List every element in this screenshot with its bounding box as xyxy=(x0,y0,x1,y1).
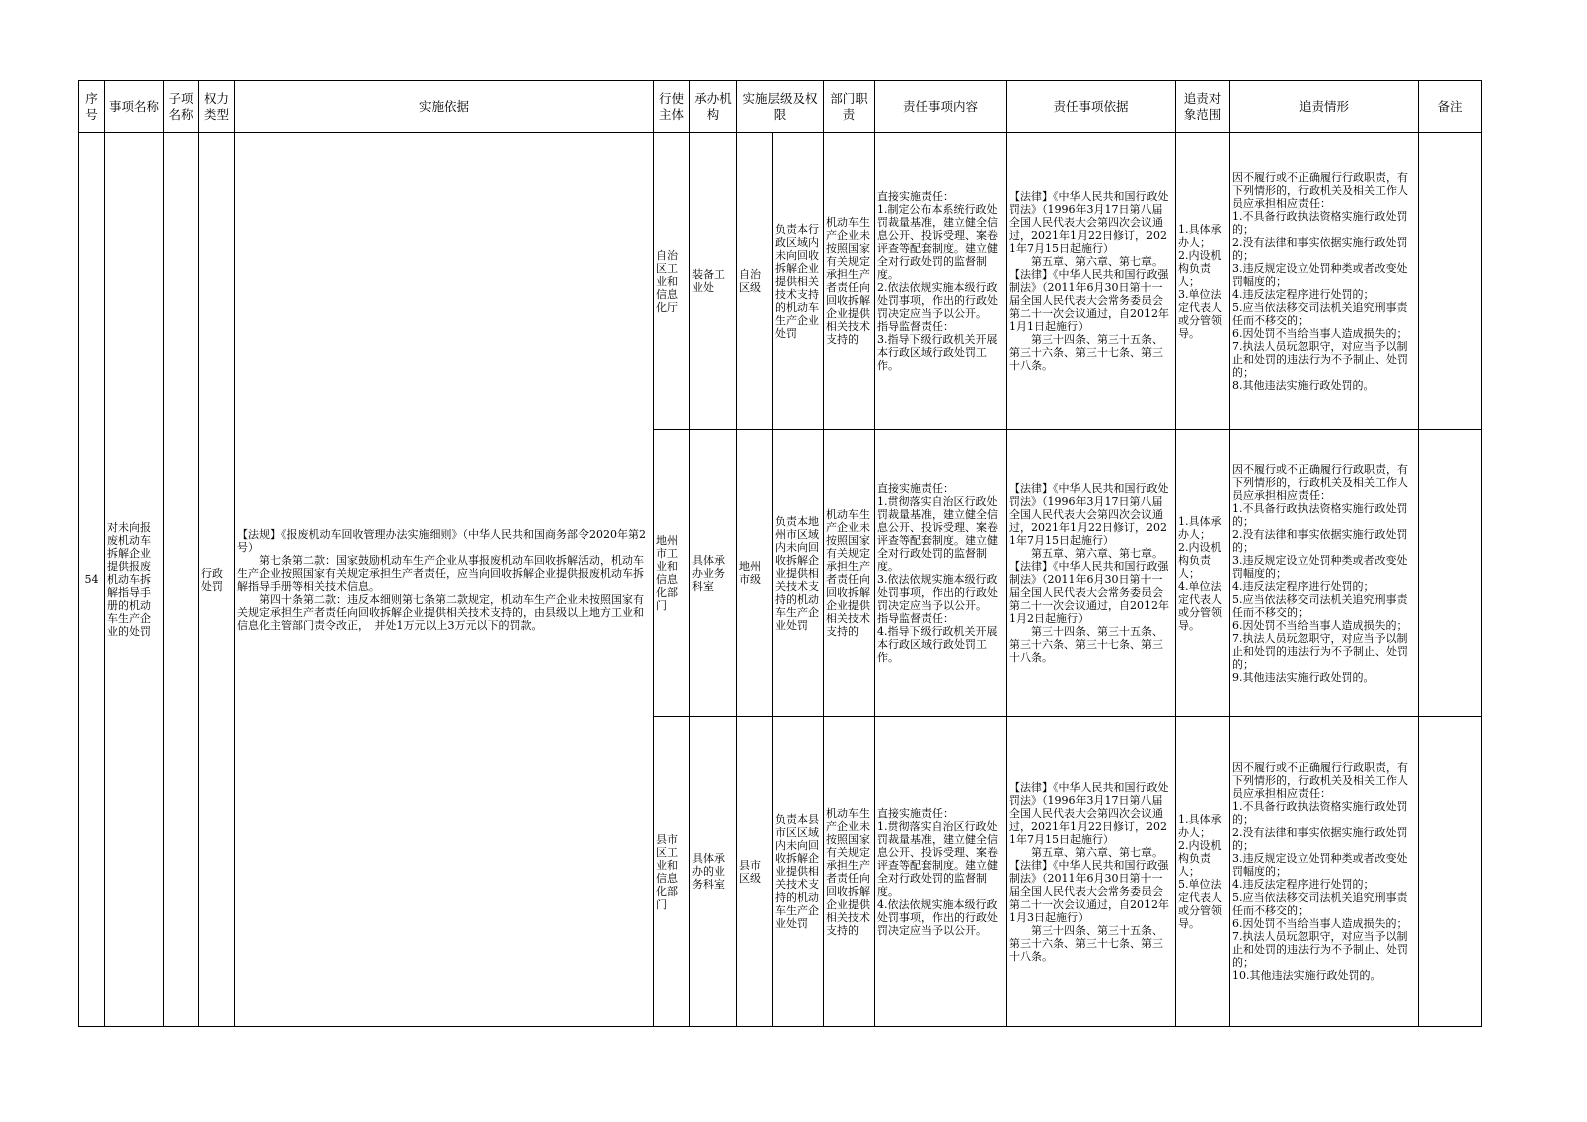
power-type-cell: 行政处罚 xyxy=(199,133,235,1027)
acc-scope-cell: 1.具体承办人； 2.内设机构负责人； 4.单位法定代表人或分管领导。 xyxy=(1176,430,1230,717)
acc-case-cell: 因不履行或不正确履行行政职责，有下列情形的，行政机关及相关工作人员应承担相应责任： 1.不具备行政执法资格实施行政处罚的； 2.没有法律和事实依据实施行政处罚的； 3.违反规定设立处罚种类或者改变处罚幅度的； 4.违反法定程序进行处罚的； 5.应当依法移交司法机关追究刑事责任而不移交的； 6.因处罚不当给当事人造成损失的； 7.执法人员玩忽职守，对应当予以制止和处罚的违法行为不予制止、处罚的； 8.其他违法实施行政处罚的。 xyxy=(1230,133,1419,430)
level-cell: 县市区级 xyxy=(737,717,773,1027)
duty-cell: 机动车生产企业未按照国家有关规定承担生产者责任向回收拆解企业提供相关技术支持的 xyxy=(824,430,875,717)
authority-cell: 负责本县市区区域内未向回收拆解企业提供相关技术支持的机动车生产企业处罚 xyxy=(773,717,824,1027)
subject-cell: 县市区工业和信息化部门 xyxy=(654,717,690,1027)
header-row xyxy=(79,81,1482,133)
subject-cell: 地州市工业和信息化部门 xyxy=(654,430,690,717)
remark-cell xyxy=(1419,133,1482,430)
header-seq: 序号 xyxy=(79,81,105,133)
duty-cell: 机动车生产企业未按照国家有关规定承担生产者责任向回收拆解企业提供相关技术支持的 xyxy=(824,133,875,430)
header-remark: 备注 xyxy=(1419,81,1482,133)
header-item-name: 事项名称 xyxy=(105,81,164,133)
header-acc-scope: 追责对象范围 xyxy=(1176,81,1230,133)
seq-cell: 54 xyxy=(79,133,105,1027)
resp-basis-cell: 【法律】《中华人民共和国行政处罚法》（1996年3月17日第八届全国人民代表大会第四次会议通过，2021年1月22日修订，2021年7月15日起施行） 第五章、第六章、第七章。 【法律】《中华人民共和国行政强制法》（2011年6月30日第十一届全国人民代表大会常务委员会第二十一次会议通过，自2012年1月2日起施行） 第三十四条、第三十五条、第三十六条、第三十七条、第三十八条。 xyxy=(1007,430,1176,717)
resp-content-cell: 直接实施责任： 1.贯彻落实自治区行政处罚裁量基准，建立健全信息公开、投诉受理、案卷评查等配套制度。建立健全对行政处罚的监督制度。 3.依法依规实施本级行政处罚事项，作出的行政处罚决定应当予以公开。 指导监督责任： 4.指导下级行政机关开展本行政区域行政处罚工作。 xyxy=(875,430,1007,717)
resp-basis-cell: 【法律】《中华人民共和国行政处罚法》（1996年3月17日第八届全国人民代表大会第四次会议通过，2021年1月22日修订，2021年7月15日起施行） 第五章、第六章、第七章。 【法律】《中华人民共和国行政强制法》（2011年6月30日第十一届全国人民代表大会常务委员会第二十一次会议通过，自2012年1月3日起施行） 第三十四条、第三十五条、第三十六条、第三十七条、第三十八条。 xyxy=(1007,717,1176,1027)
org-cell: 具体承办业务科室 xyxy=(690,430,737,717)
org-cell: 装备工业处 xyxy=(690,133,737,430)
subject-cell: 自治区工业和信息化厅 xyxy=(654,133,690,430)
acc-scope-cell: 1.具体承办人； 2.内设机构负责人； 3.单位法定代表人或分管领导。 xyxy=(1176,133,1230,430)
remark-cell xyxy=(1419,717,1482,1027)
table-row xyxy=(79,133,1482,430)
acc-case-cell: 因不履行或不正确履行行政职责，有下列情形的，行政机关及相关工作人员应承担相应责任： 1.不具备行政执法资格实施行政处罚的； 2.没有法律和事实依据实施行政处罚的； 3.违反规定设立处罚种类或者改变处罚幅度的； 4.违反法定程序进行处罚的； 5.应当依法移交司法机关追究刑事责任而不移交的； 6.因处罚不当给当事人造成损失的； 7.执法人员玩忽职守，对应当予以制止和处罚的违法行为不予制止、处罚的； 10.其他违法实施行政处罚的。 xyxy=(1230,717,1419,1027)
header-duty: 部门职责 xyxy=(824,81,875,133)
header-acc-case: 追责情形 xyxy=(1230,81,1419,133)
subitem-name-cell xyxy=(164,133,199,1027)
responsibility-table xyxy=(78,80,1482,1027)
level-cell: 地州市级 xyxy=(737,430,773,717)
resp-content-cell: 直接实施责任： 1.贯彻落实自治区行政处罚裁量基准，建立健全信息公开、投诉受理、案卷评查等配套制度。建立健全对行政处罚的监督制度。 4.依法依规实施本级行政处罚事项，作出的行政处罚决定应当予以公开。 xyxy=(875,717,1007,1027)
resp-content-cell: 直接实施责任： 1.制定公布本系统行政处罚裁量基准，建立健全信息公开、投诉受理、案卷评查等配套制度。建立健全对行政处罚的监督制度。 2.依法依规实施本级行政处罚事项，作出的行政处罚决定应当予以公开。 指导监督责任： 3.指导下级行政机关开展本行政区域行政处罚工作。 xyxy=(875,133,1007,430)
header-subject: 行使主体 xyxy=(654,81,690,133)
header-level: 实施层级及权限 xyxy=(737,81,824,133)
authority-cell: 负责本地州市区域内未向回收拆解企业提供相关技术支持的机动车生产企业处罚 xyxy=(773,430,824,717)
header-basis: 实施依据 xyxy=(235,81,654,133)
header-resp-basis: 责任事项依据 xyxy=(1007,81,1176,133)
item-name-cell: 对未向报废机动车拆解企业提供报废机动车拆解指导手册的机动车生产企业的处罚 xyxy=(105,133,164,1027)
header-org: 承办机构 xyxy=(690,81,737,133)
header-power-type: 权力类型 xyxy=(199,81,235,133)
header-resp-content: 责任事项内容 xyxy=(875,81,1007,133)
header-subitem-name: 子项名称 xyxy=(164,81,199,133)
basis-cell: 【法规】《报废机动车回收管理办法实施细则》（中华人民共和国商务部令2020年第2号） 第七条第二款：国家鼓励机动车生产企业从事报废机动车回收拆解活动，机动车生产企业按照国家有关规定承担生产者责任，应当向回收拆解企业提供报废机动车拆解指导手册等相关技术信息。 第四十条第二款：违反本细则第七条第二款规定，机动车生产企业未按照国家有关规定承担生产者责任向回收拆解企业提供相关技术支持的，由县级以上地方工业和信息化主管部门责令改正， 并处1万元以上3万元以下的罚款。 xyxy=(235,133,654,1027)
remark-cell xyxy=(1419,430,1482,717)
resp-basis-cell: 【法律】《中华人民共和国行政处罚法》（1996年3月17日第八届全国人民代表大会第四次会议通过，2021年1月22日修订，2021年7月15日起施行） 第五章、第六章、第七章。 【法律】《中华人民共和国行政强制法》（2011年6月30日第十一届全国人民代表大会常务委员会第二十一次会议通过，自2012年1月1日起施行） 第三十四条、第三十五条、第三十六条、第三十七条、第三十八条。 xyxy=(1007,133,1176,430)
acc-scope-cell: 1.具体承办人； 2.内设机构负责人； 5.单位法定代表人或分管领导。 xyxy=(1176,717,1230,1027)
level-cell: 自治区级 xyxy=(737,133,773,430)
duty-cell: 机动车生产企业未按照国家有关规定承担生产者责任向回收拆解企业提供相关技术支持的 xyxy=(824,717,875,1027)
org-cell: 具体承办的业务科室 xyxy=(690,717,737,1027)
acc-case-cell: 因不履行或不正确履行行政职责，有下列情形的，行政机关及相关工作人员应承担相应责任： 1.不具备行政执法资格实施行政处罚的； 2.没有法律和事实依据实施行政处罚的； 3.违反规定设立处罚种类或者改变处罚幅度的； 4.违反法定程序进行处罚的； 5.应当依法移交司法机关追究刑事责任而不移交的； 6.因处罚不当给当事人造成损失的； 7.执法人员玩忽职守，对应当予以制止和处罚的违法行为不予制止、处罚的； 9.其他违法实施行政处罚的。 xyxy=(1230,430,1419,717)
authority-cell: 负责本行政区域内未向回收拆解企业提供相关技术支持的机动车生产企业处罚 xyxy=(773,133,824,430)
